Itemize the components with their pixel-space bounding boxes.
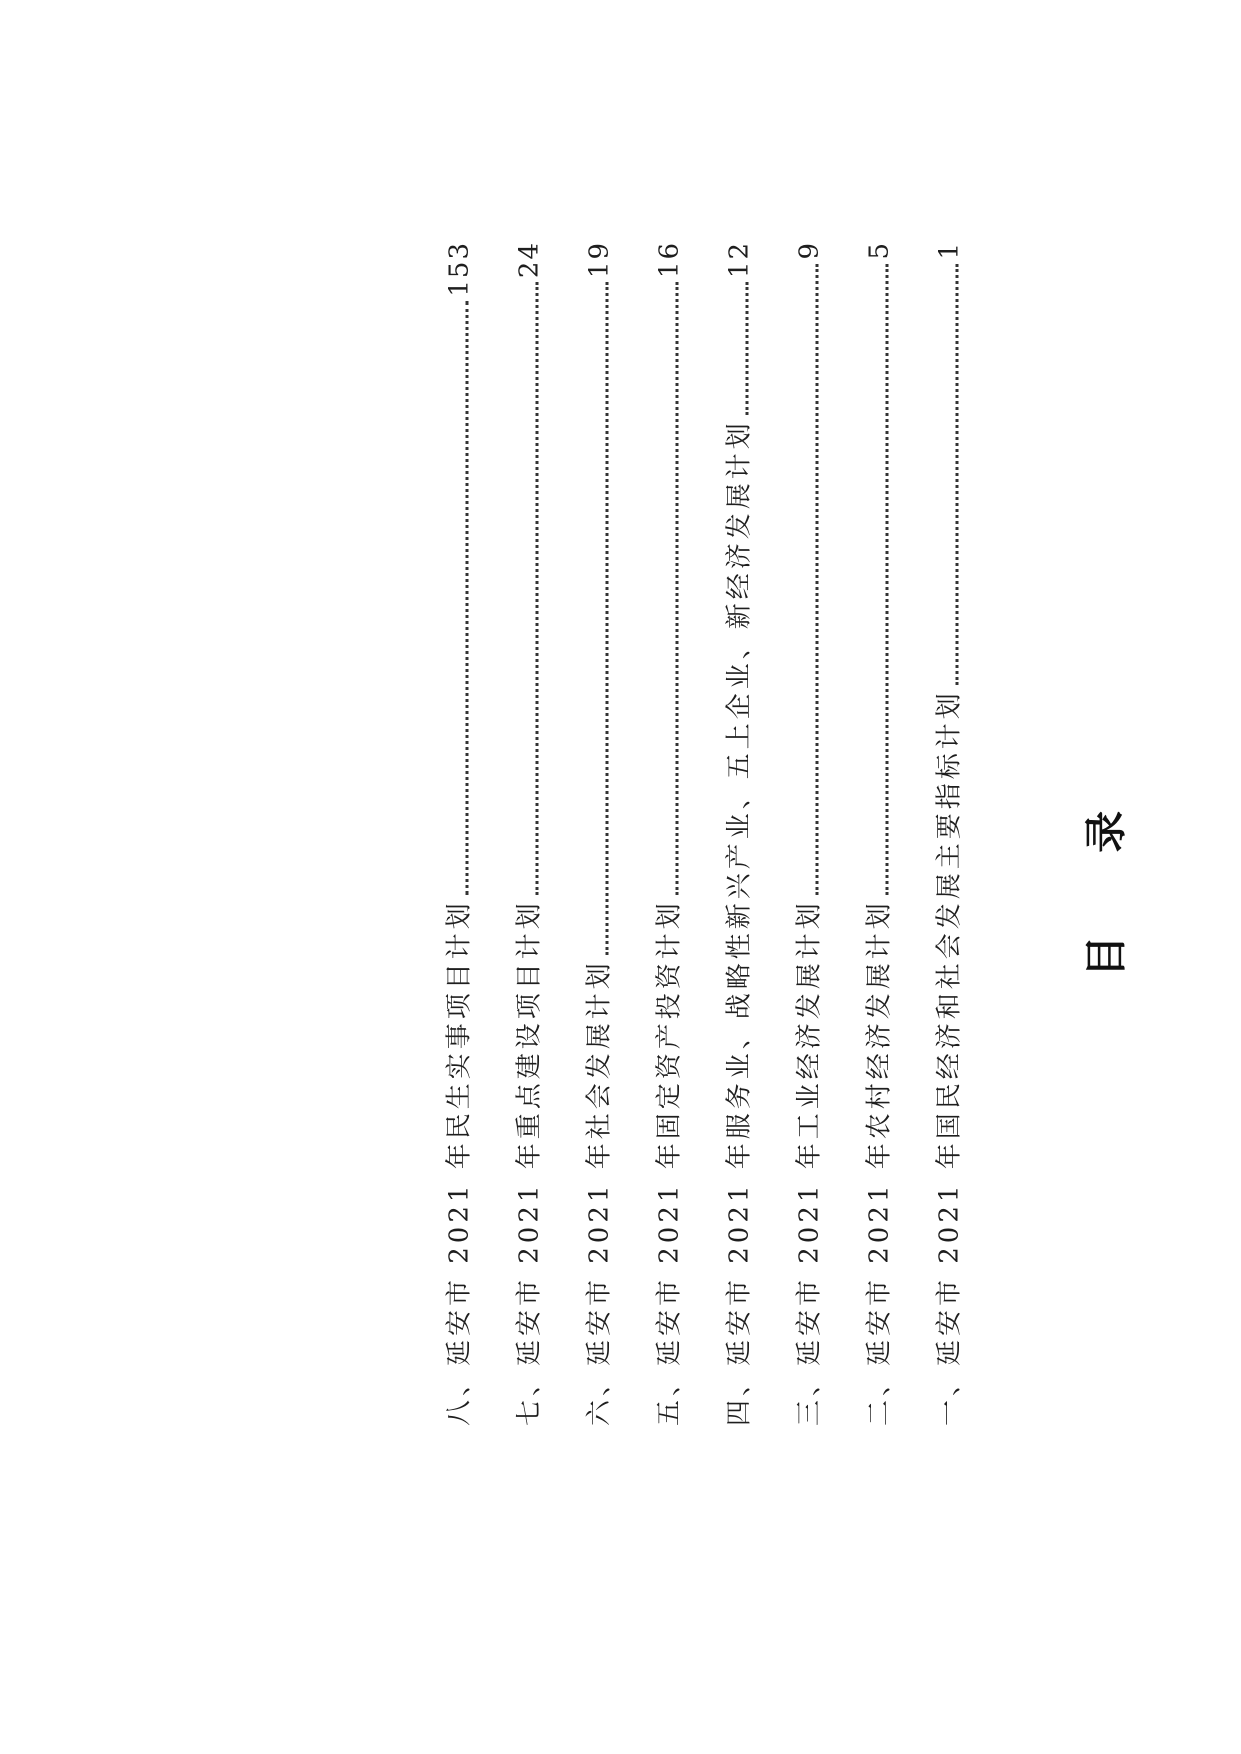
dot-leader <box>676 282 679 895</box>
toc-entry-label: 一、延安市 2021 年国民经济和社会发展主要指标计划 <box>934 689 965 1426</box>
page-title: 目 录 <box>1081 776 1131 978</box>
toc-entry-label: 七、延安市 2021 年重点建设项目计划 <box>514 899 545 1426</box>
toc-entry-label: 五、延安市 2021 年固定资产投资计划 <box>654 899 685 1426</box>
toc-entry-5[interactable] <box>645 241 685 1426</box>
toc-entry-label: 八、延安市 2021 年民生实事项目计划 <box>444 899 475 1426</box>
toc-entry-page: 12 <box>724 241 755 279</box>
dot-leader <box>816 264 819 896</box>
toc-entry-page: 19 <box>584 241 615 279</box>
toc-entry-page: 1 <box>934 241 965 260</box>
toc-entry-page: 5 <box>864 241 895 260</box>
toc-entry-page: 9 <box>794 241 825 260</box>
toc-entry-8[interactable] <box>435 241 475 1426</box>
toc-entry-label: 三、延安市 2021 年工业经济发展计划 <box>794 899 825 1426</box>
dot-leader <box>886 264 889 896</box>
toc-entry-6[interactable] <box>575 241 615 1426</box>
toc-entry-label: 二、延安市 2021 年农村经济发展计划 <box>864 899 895 1426</box>
toc-entry-4[interactable] <box>715 241 755 1426</box>
dot-leader <box>606 282 609 955</box>
toc-entry-3[interactable] <box>785 241 825 1426</box>
dot-leader <box>956 264 959 686</box>
toc-entry-7[interactable] <box>505 241 545 1426</box>
toc-entry-label: 六、延安市 2021 年社会发展计划 <box>584 959 615 1426</box>
toc-entry-1[interactable] <box>925 241 965 1426</box>
dot-leader <box>746 282 749 415</box>
toc-entry-2[interactable] <box>855 241 895 1426</box>
dot-leader <box>536 282 539 895</box>
toc-entry-page: 16 <box>654 241 685 279</box>
toc-entry-label: 四、延安市 2021 年服务业、战略性新兴产业、五上企业、新经济发展计划 <box>724 419 755 1426</box>
toc-entry-page: 24 <box>514 241 545 279</box>
toc-entry-page: 153 <box>444 241 475 297</box>
dot-leader <box>466 301 469 896</box>
